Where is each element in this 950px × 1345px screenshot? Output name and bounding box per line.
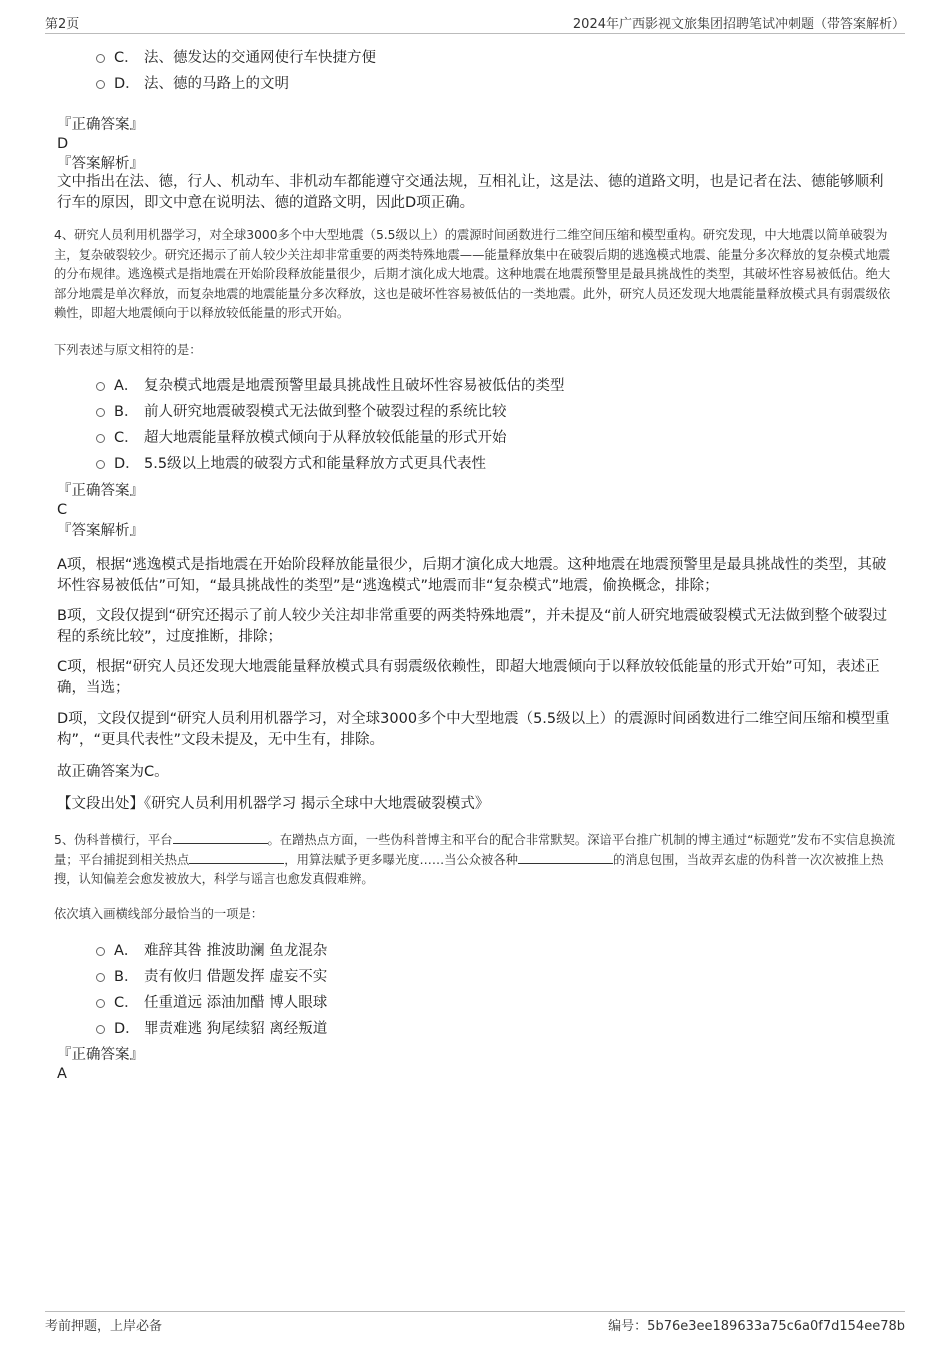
option-letter: C． <box>114 994 139 1011</box>
q4-analysis-d: D项，文段仅提到“研究人员利用机器学习，对全球3000多个中大型地震（5.5级以上）的震源时间函数进行二维空间压缩和模型重构”，“更具代表性”文段未提及，无中生有，排除。 <box>57 711 890 748</box>
footer-slogan: 考前押题，上岸必备 <box>45 1319 163 1334</box>
q5-passage <box>54 831 899 890</box>
q3-answer: D <box>57 136 69 152</box>
option-text: 复杂模式地震是地震预警里最具挑战性且破坏性容易被低估的类型 <box>144 377 565 394</box>
option-letter: D． <box>114 1020 140 1037</box>
q5-option-d[interactable] <box>96 1016 327 1038</box>
q5-passage-part1: 5、伪科普横行，平台 <box>54 833 173 847</box>
q4-option-b[interactable] <box>96 399 507 421</box>
page-number: 第2页 <box>45 17 80 32</box>
q3-option-d[interactable] <box>96 71 289 93</box>
radio-icon[interactable] <box>96 434 105 443</box>
q4-question: 下列表述与原文相符的是： <box>54 343 202 357</box>
q5-answer: A <box>57 1066 67 1082</box>
page-footer <box>45 1311 905 1334</box>
q5-answer-label: 『正确答案』 <box>57 1047 144 1063</box>
q4-option-c[interactable] <box>96 425 507 447</box>
q4-analysis-label: 『答案解析』 <box>57 523 144 539</box>
document-title: 2024年广西影视文旅集团招聘笔试冲刺题（带答案解析） <box>572 17 905 32</box>
q4-analysis-b: B项，文段仅提到“研究还揭示了前人较少关注却非常重要的两类特殊地震”，并未提及“前人研究地震破裂模式无法做到整个破裂过程的系统比较”，过度推断，排除； <box>57 608 887 645</box>
option-text: 超大地震能量释放模式倾向于从释放较低能量的形式开始 <box>144 429 507 446</box>
q4-analysis-c: C项，根据“研究人员还发现大地震能量释放模式具有弱震级依赖性，即超大地震倾向于以释放较低能量的形式开始”可知，表述正确，当选； <box>57 659 880 696</box>
radio-icon[interactable] <box>96 999 105 1008</box>
q5-option-b[interactable] <box>96 964 327 986</box>
radio-icon[interactable] <box>96 54 105 63</box>
page-header <box>45 13 905 34</box>
radio-icon[interactable] <box>96 80 105 89</box>
q5-passage-part3: ，用算法赋予更多曝光度……当公众被各种 <box>284 852 518 867</box>
q5-passage-part4: 的消息包围，当故弄玄虚的伪科普一次次被推上热搜，认知偏差会愈发被放大，科学与谣言也愈发真假难辨。 <box>54 852 884 886</box>
q3-answer-label: 『正确答案』 <box>57 117 144 133</box>
document-code: 编号：5b76e3ee189633a75c6a0f7d154ee78b <box>608 1319 905 1334</box>
q5-option-a[interactable] <box>96 938 327 960</box>
q4-option-d[interactable] <box>96 451 486 473</box>
q4-analysis-a: A项，根据“逃逸模式是指地震在开始阶段释放能量很少，后期才演化成大地震。这种地震在地震预警里是最具挑战性的类型，其破坏性容易被低估”可知，“最具挑战性的类型”是“逃逸模式”地震而非“复杂模式”地震，偷换概念，排除； <box>57 557 887 594</box>
option-text: 责有攸归 借题发挥 虚妄不实 <box>144 968 328 985</box>
radio-icon[interactable] <box>96 460 105 469</box>
radio-icon[interactable] <box>96 973 105 982</box>
q3-analysis-label: 『答案解析』 <box>57 156 144 172</box>
q5-option-c[interactable] <box>96 990 327 1012</box>
option-letter: A． <box>114 377 139 394</box>
option-letter: A． <box>114 942 139 959</box>
option-letter: B． <box>114 968 139 985</box>
option-text: 难辞其咎 推波助澜 鱼龙混杂 <box>144 942 328 959</box>
option-letter: C． <box>114 49 139 66</box>
option-letter: D． <box>114 455 140 472</box>
q4-answer: C <box>57 502 68 518</box>
option-text: 法、德的马路上的文明 <box>144 75 289 92</box>
option-text: 法、德发达的交通网使行车快捷方便 <box>144 49 376 66</box>
fill-blank-2[interactable] <box>189 851 284 864</box>
q4-conclusion: 故正确答案为C。 <box>57 764 169 780</box>
option-letter: C． <box>114 429 139 446</box>
option-text: 5.5级以上地震的破裂方式和能量释放方式更具代表性 <box>144 455 487 472</box>
q5-passage-part2: 。在蹭热点方面，一些伪科普博主和平台的配合非常默契。深谙平台推广机制的博主通过“标题党”发布不实信息换流量；平台捕捉到相关热点 <box>54 833 896 867</box>
fill-blank-1[interactable] <box>173 831 268 844</box>
fill-blank-3[interactable] <box>518 851 613 864</box>
q5-question: 依次填入画横线部分最恰当的一项是： <box>54 907 264 921</box>
q3-analysis: 文中指出在法、德，行人、机动车、非机动车都能遵守交通法规，互相礼让，这是法、德的道路文明，也是记者在法、德能够顺利行车的原因，即文中意在说明法、德的道路文明，因此D项正确。 <box>57 174 884 211</box>
option-text: 任重道远 添油加醋 博人眼球 <box>144 994 328 1011</box>
radio-icon[interactable] <box>96 382 105 391</box>
option-letter: D． <box>114 75 140 92</box>
option-text: 罪责难逃 狗尾续貂 离经叛道 <box>144 1020 328 1037</box>
option-letter: B． <box>114 403 139 420</box>
q4-answer-label: 『正确答案』 <box>57 483 144 499</box>
radio-icon[interactable] <box>96 1025 105 1034</box>
q4-option-a[interactable] <box>96 373 565 395</box>
q3-option-c[interactable] <box>96 45 376 67</box>
q4-source: 【文段出处】《研究人员利用机器学习 揭示全球中大地震破裂模式》 <box>57 796 490 812</box>
radio-icon[interactable] <box>96 408 105 417</box>
q4-passage: 4、研究人员利用机器学习，对全球3000多个中大型地震（5.5级以上）的震源时间函数进行二维空间压缩和模型重构。研究发现，中大地震以简单破裂为主，复杂破裂较少。研究还揭示了前人较少关注却非常重要的两类特殊地震——能量释放集中在破裂后期的逃逸模式地震、能量分多次释放的复杂模式地震的分布规律。逃逸模式是指地震在开始阶段释放能量很少，后期才演化成大地震。这种地震在地震预警里是最具挑战性的类型，其破坏性容易被低估。绝大部分地震是单次释放，而复杂地震的地震能量分多次释放，这也是破坏性容易被低估的一类地震。此外，研究人员还发现大地震能量释放模式具有弱震级依赖性，即超大地震倾向于以释放较低能量的形式开始。 <box>54 228 891 320</box>
radio-icon[interactable] <box>96 947 105 956</box>
option-text: 前人研究地震破裂模式无法做到整个破裂过程的系统比较 <box>144 403 507 420</box>
